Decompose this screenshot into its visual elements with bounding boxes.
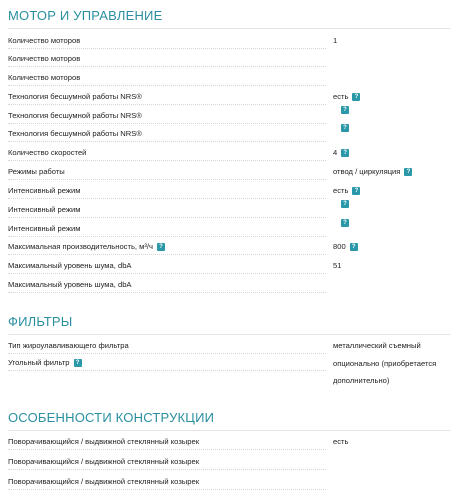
spec-row (8, 186, 450, 204)
spec-row (8, 280, 450, 298)
spec-row (8, 148, 450, 166)
spec-label (8, 242, 326, 255)
section-divider (8, 334, 450, 335)
spec-label: Поворачивающийся / выдвижной стеклянный козырек (8, 477, 326, 490)
spec-label: Интенсивный режим (8, 224, 326, 237)
spec-row (8, 107, 450, 129)
spec-value: металлический съемный (333, 341, 421, 350)
spec-row (8, 54, 450, 72)
spec-row (8, 358, 450, 392)
spec-value (333, 167, 453, 177)
spec-row (8, 220, 450, 242)
spec-value (333, 148, 453, 158)
spec-row (8, 457, 450, 475)
spec-value: есть (333, 437, 349, 446)
help-icon[interactable]: ? (404, 168, 412, 176)
spec-label-text: Угольный фильтр (8, 358, 70, 367)
spec-label: Технология бесшумной работы NRS® (8, 111, 326, 124)
spec-label: Технология бесшумной работы NRS® (8, 92, 326, 105)
spec-label (8, 358, 326, 371)
spec-label: Количество моторов (8, 54, 326, 67)
help-icon[interactable]: ? (157, 243, 165, 251)
spec-label-text: Максимальная производительность, м³/ч (8, 242, 153, 251)
spec-label: Тип жироулавливающего фильтра (8, 341, 326, 354)
spec-row (8, 242, 450, 260)
section-title-filters: ФИЛЬТРЫ (8, 314, 73, 329)
spec-row (8, 73, 450, 91)
help-icon[interactable]: ? (341, 200, 349, 208)
spec-label: Поворачивающийся / выдвижной стеклянный козырек (8, 457, 326, 470)
spec-label: Поворачивающийся / выдвижной стеклянный козырек (8, 437, 326, 450)
spec-label: Режимы работы (8, 167, 326, 180)
spec-value: 51 (333, 261, 342, 270)
spec-value-text: 4 (333, 148, 338, 157)
spec-row (8, 477, 450, 495)
spec-value: 1 (333, 36, 338, 45)
spec-row (8, 167, 450, 185)
spec-value-text: есть (333, 92, 349, 101)
help-icon[interactable]: ? (350, 243, 358, 251)
help-icon[interactable]: ? (341, 219, 349, 227)
help-icon[interactable]: ? (341, 124, 349, 132)
spec-label: Количество моторов (8, 73, 326, 86)
spec-value-text: есть (333, 186, 349, 195)
spec-value-text: отвод / циркуляция (333, 167, 401, 176)
spec-value-text: 800 (333, 242, 346, 251)
spec-label: Технология бесшумной работы NRS® (8, 129, 326, 142)
section-divider (8, 430, 450, 431)
spec-label: Максимальный уровень шума, dbA (8, 261, 326, 274)
spec-value: опционально (приобретается дополнительно) (333, 359, 437, 385)
spec-row (8, 36, 450, 54)
spec-row (8, 125, 450, 147)
spec-value (333, 186, 453, 196)
spec-label: Интенсивный режим (8, 205, 326, 218)
section-title-construction: ОСОБЕННОСТИ КОНСТРУКЦИИ (8, 410, 215, 425)
spec-row (8, 92, 450, 110)
section-title-motor: МОТОР И УПРАВЛЕНИЕ (8, 8, 163, 23)
section-divider (8, 28, 450, 29)
spec-value (333, 92, 453, 102)
spec-row (8, 437, 450, 455)
help-icon[interactable]: ? (74, 359, 82, 367)
spec-value (333, 242, 453, 252)
spec-row (8, 201, 450, 223)
spec-label: Количество моторов (8, 36, 326, 49)
spec-label: Интенсивный режим (8, 186, 326, 199)
spec-row (8, 261, 450, 279)
help-icon[interactable]: ? (352, 93, 360, 101)
help-icon[interactable]: ? (341, 106, 349, 114)
spec-label: Количество скоростей (8, 148, 326, 161)
help-icon[interactable]: ? (341, 149, 349, 157)
spec-label: Максимальный уровень шума, dbA (8, 280, 326, 293)
help-icon[interactable]: ? (352, 187, 360, 195)
